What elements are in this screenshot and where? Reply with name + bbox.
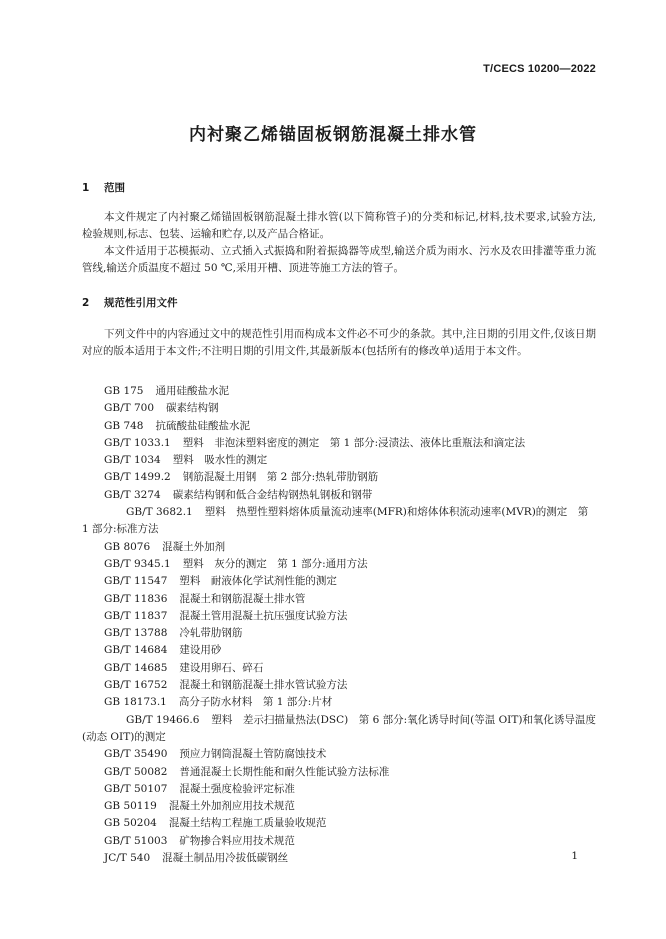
reference-item bbox=[82, 660, 596, 677]
reference-title: 高分子防水材料 第 1 部分:片材 bbox=[178, 696, 333, 709]
reference-title: 塑料 耐液体化学试剂性能的测定 bbox=[179, 575, 337, 588]
reference-code: GB/T 11547 bbox=[104, 575, 168, 588]
references-intro-paragraph: 下列文件中的内容通过文中的规范性引用而构成本文件必不可少的条款。其中,注日期的引用文件,仅该日期对应的版本适用于本文件;不注明日期的引用文件,其最新版本(包括所有的修改单)适用于本文件。 bbox=[82, 328, 596, 358]
reference-code: GB/T 35490 bbox=[104, 748, 168, 761]
document-title: 内衬聚乙烯锚固板钢筋混凝土排水管 bbox=[189, 125, 477, 145]
reference-item bbox=[82, 487, 596, 504]
reference-title: 混凝土和钢筋混凝土排水管 bbox=[179, 592, 306, 605]
reference-code: GB/T 11837 bbox=[104, 609, 168, 622]
reference-title: 混凝土强度检验评定标准 bbox=[179, 782, 295, 795]
reference-code: GB 18173.1 bbox=[104, 696, 167, 709]
reference-title: 塑料 非泡沫塑料密度的测定 第 1 部分:浸渍法、液体比重瓶法和滴定法 bbox=[182, 436, 526, 449]
reference-code: GB 8076 bbox=[104, 540, 151, 553]
reference-code: GB 175 bbox=[104, 385, 144, 397]
reference-code: GB 50204 bbox=[104, 817, 157, 830]
reference-title: 塑料 差示扫描量热法(DSC) 第 6 部分:氧化诱导时间(等温 OIT)和氧化诱导温度(动态 OIT)的测定 bbox=[82, 713, 596, 743]
reference-code: JC/T 540 bbox=[104, 852, 151, 865]
reference-item bbox=[82, 850, 596, 867]
reference-item bbox=[82, 677, 596, 694]
reference-title: 混凝土外加剂 bbox=[162, 540, 226, 553]
reference-item bbox=[82, 504, 596, 539]
reference-code: GB/T 1499.2 bbox=[104, 471, 171, 484]
reference-item bbox=[82, 712, 596, 747]
section-number: 1 bbox=[82, 182, 90, 194]
reference-item bbox=[82, 469, 596, 486]
reference-title: 碳素结构钢和低合金结构钢热轧钢板和钢带 bbox=[172, 488, 373, 501]
scope-paragraph-2: 本文件适用于芯模振动、立式插入式振捣和附着振捣器等成型,输送介质为雨水、污水及农田排灌等重力流管线,输送介质温度不超过 50 ℃,采用开槽、顶进等施工方法的管子。 bbox=[82, 245, 596, 275]
reference-code: GB/T 51003 bbox=[104, 834, 168, 847]
reference-title: 冷轧带肋钢筋 bbox=[179, 627, 243, 640]
reference-code: GB/T 3274 bbox=[104, 488, 161, 501]
reference-item bbox=[82, 625, 596, 642]
reference-code: GB/T 14685 bbox=[104, 661, 168, 674]
reference-code: GB/T 1034 bbox=[104, 454, 161, 467]
section-title: 范围 bbox=[104, 182, 125, 194]
reference-item bbox=[82, 400, 596, 417]
reference-item bbox=[82, 608, 596, 625]
reference-code: GB 748 bbox=[104, 419, 144, 432]
reference-title: 混凝土管用混凝土抗压强度试验方法 bbox=[179, 609, 348, 622]
reference-item bbox=[82, 642, 596, 659]
scope-paragraph-1: 本文件规定了内衬聚乙烯锚固板钢筋混凝土排水管(以下简称管子)的分类和标记,材料,技术要求,试验方法,检验规则,标志、包装、运输和贮存,以及产品合格证。 bbox=[82, 211, 596, 241]
reference-item bbox=[82, 798, 596, 815]
reference-item bbox=[82, 435, 596, 452]
reference-item bbox=[82, 746, 596, 763]
reference-title: 碳素结构钢 bbox=[166, 402, 219, 415]
reference-code: GB/T 9345.1 bbox=[104, 557, 171, 570]
reference-title: 建设用砂 bbox=[179, 644, 222, 657]
reference-title: 预应力钢筒混凝土管防腐蚀技术 bbox=[179, 748, 327, 761]
reference-title: 混凝土制品用冷拔低碳钢丝 bbox=[162, 852, 289, 865]
section-number: 2 bbox=[82, 297, 90, 309]
reference-title: 塑料 热塑性塑料熔体质量流动速率(MFR)和熔体体积流动速率(MVR)的测定 第 1 部分:标准方法 bbox=[82, 506, 589, 536]
reference-title: 混凝土外加剂应用技术规范 bbox=[168, 800, 295, 813]
reference-title: 混凝土结构工程施工质量验收规范 bbox=[168, 817, 327, 830]
reference-title: 钢筋混凝土用钢 第 2 部分:热轧带肋钢筋 bbox=[182, 471, 379, 484]
reference-item bbox=[82, 573, 596, 590]
reference-item bbox=[82, 591, 596, 608]
reference-title: 通用硅酸盐水泥 bbox=[155, 385, 229, 397]
reference-code: GB 50119 bbox=[104, 800, 157, 813]
reference-item bbox=[82, 539, 596, 556]
reference-title: 矿物掺合料应用技术规范 bbox=[179, 834, 295, 847]
normative-reference-list bbox=[82, 383, 596, 867]
reference-code: GB/T 50107 bbox=[104, 782, 168, 795]
reference-title: 建设用卵石、碎石 bbox=[179, 661, 264, 674]
reference-item bbox=[82, 764, 596, 781]
reference-item bbox=[82, 833, 596, 850]
reference-item bbox=[82, 815, 596, 832]
section-title: 规范性引用文件 bbox=[104, 297, 178, 309]
reference-item bbox=[82, 781, 596, 798]
reference-title: 塑料 吸水性的测定 bbox=[172, 454, 268, 467]
reference-code: GB/T 16752 bbox=[104, 679, 168, 692]
reference-code: GB/T 50082 bbox=[104, 765, 168, 778]
reference-code: GB/T 3682.1 bbox=[126, 506, 193, 519]
reference-item bbox=[82, 694, 596, 711]
reference-title: 普通混凝土长期性能和耐久性能试验方法标准 bbox=[179, 765, 390, 778]
reference-item bbox=[82, 383, 596, 400]
standard-number: T/CECS 10200—2022 bbox=[483, 63, 596, 75]
reference-item bbox=[82, 556, 596, 573]
reference-code: GB/T 19466.6 bbox=[126, 713, 200, 726]
reference-item bbox=[82, 418, 596, 435]
reference-code: GB/T 11836 bbox=[104, 592, 168, 605]
reference-code: GB/T 13788 bbox=[104, 627, 168, 640]
reference-code: GB/T 1033.1 bbox=[104, 436, 171, 449]
reference-code: GB/T 700 bbox=[104, 402, 155, 415]
reference-title: 塑料 灰分的测定 第 1 部分:通用方法 bbox=[182, 557, 368, 570]
reference-code: GB/T 14684 bbox=[104, 644, 168, 657]
reference-title: 抗硫酸盐硅酸盐水泥 bbox=[155, 419, 250, 432]
reference-item bbox=[82, 452, 596, 469]
section-1-heading bbox=[82, 180, 125, 195]
reference-title: 混凝土和钢筋混凝土排水管试验方法 bbox=[179, 679, 348, 692]
section-2-heading bbox=[82, 295, 178, 310]
page-number: 1 bbox=[571, 850, 578, 862]
